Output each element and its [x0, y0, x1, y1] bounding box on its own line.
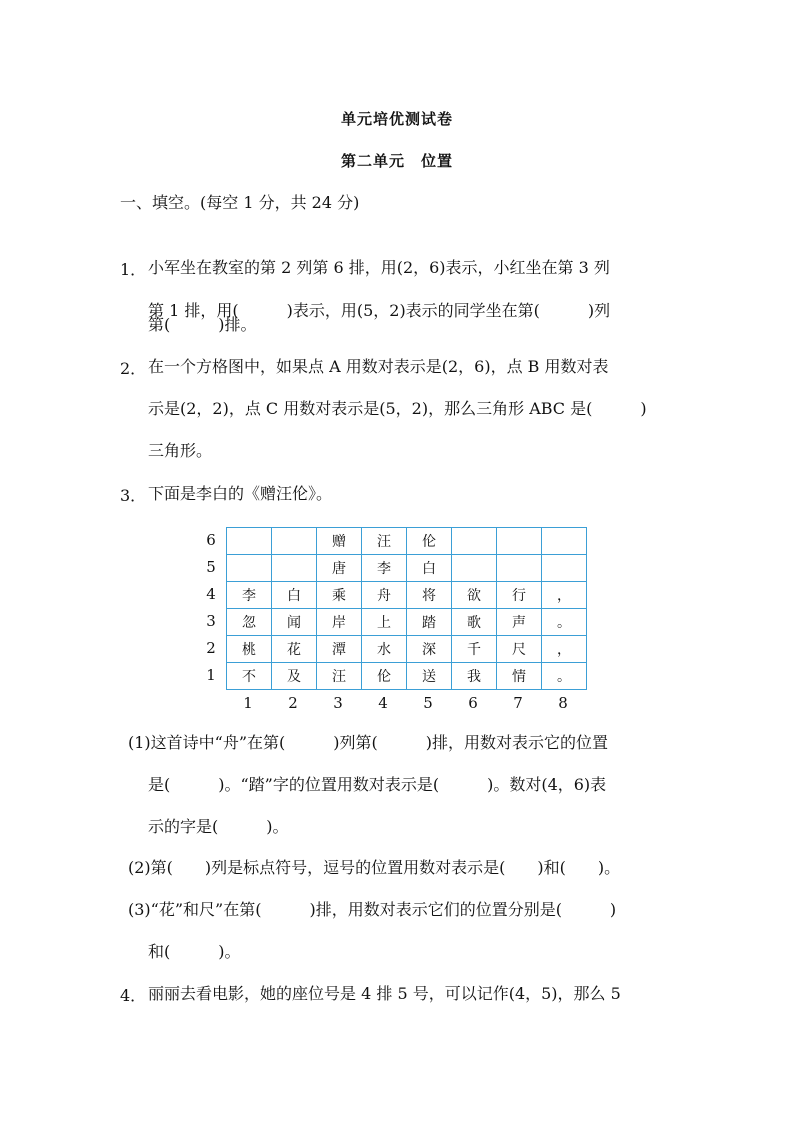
grid-cell: 舟 — [362, 582, 407, 609]
grid-cell: 踏 — [407, 609, 452, 636]
subquestion-line: (2)第( )列是标点符号，逗号的位置用数对表示是( )和( )。 — [128, 858, 621, 877]
question-line: 三角形。 — [148, 441, 213, 460]
grid-cell: ， — [542, 636, 587, 663]
page-title: 单元培优测试卷 — [340, 110, 453, 128]
grid-cell — [497, 528, 542, 555]
grid-cell: 千 — [452, 636, 497, 663]
grid-cell: 白 — [272, 582, 317, 609]
grid-cell — [542, 555, 587, 582]
grid-cell: 汪 — [317, 663, 362, 690]
section-heading: 一、填空。(每空 1 分，共 24 分) — [120, 193, 360, 212]
question-line: 下面是李白的《赠汪伦》。 — [148, 484, 333, 503]
column-label: 6 — [468, 694, 478, 712]
column-label: 3 — [333, 694, 343, 712]
grid-row — [227, 663, 587, 690]
grid-cell: 歌 — [452, 609, 497, 636]
page-subtitle: 第二单元 位置 — [340, 152, 453, 170]
grid-cell: ， — [542, 582, 587, 609]
question-line: 小军坐在教室的第 2 列第 6 排，用(2，6)表示，小红坐在第 3 列 — [148, 258, 610, 277]
grid-cell: 闻 — [272, 609, 317, 636]
question-line: 示是(2，2)，点 C 用数对表示是(5，2)，那么三角形 ABC 是( ) — [148, 399, 647, 418]
row-label: 1 — [206, 666, 216, 684]
grid-cell: 。 — [542, 609, 587, 636]
grid-cell: 唐 — [317, 555, 362, 582]
grid-cell: 声 — [497, 609, 542, 636]
grid-cell: 上 — [362, 609, 407, 636]
column-label: 4 — [378, 694, 388, 712]
subquestion-line: 是( )。“踏”字的位置用数对表示是( )。数对(4，6)表 — [148, 775, 607, 794]
question-line: 第( )排。 — [148, 315, 257, 334]
column-label: 7 — [513, 694, 523, 712]
grid-cell — [272, 555, 317, 582]
row-label: 3 — [206, 612, 216, 630]
grid-cell: 花 — [272, 636, 317, 663]
grid-cell: 李 — [362, 555, 407, 582]
grid-cell: 我 — [452, 663, 497, 690]
question-line: 在一个方格图中，如果点 A 用数对表示是(2，6)，点 B 用数对表 — [148, 357, 609, 376]
grid-cell: 伦 — [362, 663, 407, 690]
column-label: 8 — [558, 694, 568, 712]
grid-cell — [542, 528, 587, 555]
question-number: 4． — [120, 986, 147, 1005]
column-label: 5 — [423, 694, 433, 712]
grid-cell: 深 — [407, 636, 452, 663]
subquestion-line: (3)“花”和尺”在第( )排，用数对表示它们的位置分别是( ) — [128, 900, 617, 919]
grid-cell — [452, 555, 497, 582]
grid-cell — [452, 528, 497, 555]
row-label: 5 — [206, 558, 216, 576]
grid-cell: 桃 — [227, 636, 272, 663]
grid-cell: 岸 — [317, 609, 362, 636]
grid-cell: 将 — [407, 582, 452, 609]
grid-cell: 。 — [542, 663, 587, 690]
grid-cell: 忽 — [227, 609, 272, 636]
grid-cell — [227, 528, 272, 555]
question-line: 第 1 排，用( )表示，用(5，2)表示的同学坐在第( )列 — [148, 301, 611, 320]
grid-cell: 赠 — [317, 528, 362, 555]
grid-cell: 乘 — [317, 582, 362, 609]
grid-cell — [272, 528, 317, 555]
grid-cell: 不 — [227, 663, 272, 690]
grid-cell: 情 — [497, 663, 542, 690]
grid-cell — [497, 555, 542, 582]
grid-cell: 李 — [227, 582, 272, 609]
column-label: 2 — [288, 694, 298, 712]
grid-cell — [227, 555, 272, 582]
grid-cell: 潭 — [317, 636, 362, 663]
grid-cell: 及 — [272, 663, 317, 690]
grid-cell: 送 — [407, 663, 452, 690]
grid-cell: 汪 — [362, 528, 407, 555]
subquestion-line: 示的字是( )。 — [148, 817, 289, 836]
grid-cell: 伦 — [407, 528, 452, 555]
subquestion-line: (1)这首诗中“舟”在第( )列第( )排，用数对表示它的位置 — [128, 733, 608, 752]
question-line: 丽丽去看电影，她的座位号是 4 排 5 号，可以记作(4，5)，那么 5 — [148, 984, 621, 1003]
row-label: 4 — [206, 585, 216, 603]
row-label: 6 — [206, 531, 216, 549]
subquestion-line: 和( )。 — [148, 942, 241, 961]
grid-row — [227, 528, 587, 555]
question-number: 3． — [120, 486, 147, 505]
grid-cell: 尺 — [497, 636, 542, 663]
grid-row — [227, 555, 587, 582]
grid-cell: 欲 — [452, 582, 497, 609]
grid-row — [227, 636, 587, 663]
grid-cell: 水 — [362, 636, 407, 663]
grid-row — [227, 582, 587, 609]
column-label: 1 — [243, 694, 253, 712]
grid-cell: 白 — [407, 555, 452, 582]
question-number: 1． — [120, 260, 147, 279]
row-label: 2 — [206, 639, 216, 657]
grid-cell: 行 — [497, 582, 542, 609]
poem-grid — [226, 527, 587, 690]
grid-row — [227, 609, 587, 636]
question-number: 2． — [120, 359, 147, 378]
